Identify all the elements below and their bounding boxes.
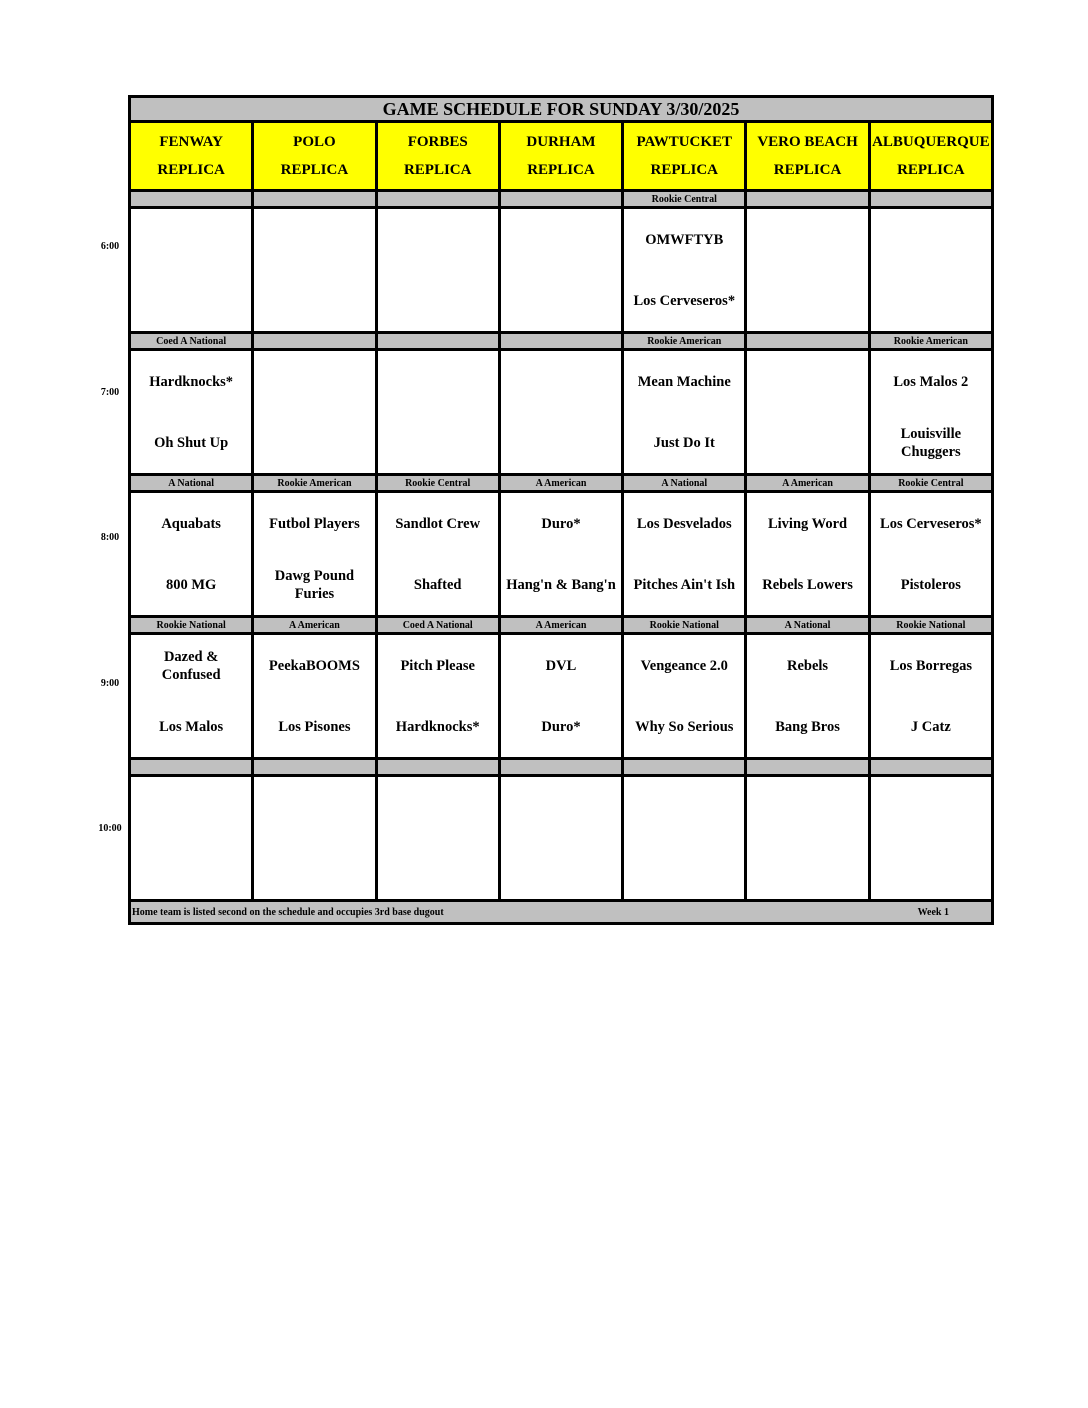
division-label	[376, 191, 499, 208]
division-label: A American	[499, 475, 622, 492]
away-team	[131, 209, 251, 270]
game-cell	[130, 350, 253, 475]
away-team: Los Desvelados	[636, 515, 732, 532]
field-name: POLO	[293, 134, 336, 150]
field-header	[499, 122, 622, 191]
away-team: Los Borregas	[889, 657, 972, 674]
away-team: Sandlot Crew	[395, 515, 481, 532]
field-subtitle: REPLICA	[280, 162, 349, 178]
game-cell	[130, 776, 253, 901]
home-team: Dawg Pound Furies	[274, 567, 355, 602]
game-cell	[869, 776, 992, 901]
home-team: Hardknocks*	[395, 718, 480, 735]
home-team: Los Malos	[159, 718, 224, 735]
away-team: Vengeance 2.0	[640, 657, 728, 674]
game-row	[130, 208, 993, 333]
home-team: Los Pisones	[278, 718, 351, 735]
division-label: Rookie American	[869, 333, 992, 350]
game-cell	[376, 350, 499, 475]
home-team	[871, 270, 991, 331]
game-row	[130, 350, 993, 475]
away-team	[624, 777, 744, 838]
home-team	[871, 838, 991, 899]
field-name: FORBES	[407, 134, 468, 150]
division-row	[130, 333, 993, 350]
game-cell	[499, 634, 622, 759]
division-label	[499, 191, 622, 208]
home-team	[378, 412, 498, 473]
time-label-6-00: 6:00	[100, 241, 120, 252]
game-cell	[746, 634, 869, 759]
away-team	[254, 351, 374, 412]
game-cell	[623, 208, 746, 333]
away-team	[501, 351, 621, 412]
field-subtitle: REPLICA	[650, 162, 719, 178]
division-label: Rookie Central	[623, 191, 746, 208]
title-row	[130, 97, 993, 122]
game-cell	[869, 634, 992, 759]
time-label-9-00: 9:00	[100, 678, 120, 689]
field-header	[623, 122, 746, 191]
division-row	[130, 617, 993, 634]
division-label	[130, 191, 253, 208]
away-team	[254, 209, 374, 270]
field-name: ALBUQUERQUE	[872, 134, 990, 150]
home-team	[624, 838, 744, 899]
game-cell	[130, 492, 253, 617]
away-team: Hardknocks*	[149, 373, 234, 390]
division-label: Rookie National	[869, 617, 992, 634]
away-team: Los Malos 2	[893, 373, 969, 390]
home-team: Hang'n & Bang'n	[506, 576, 616, 593]
division-label	[746, 759, 869, 776]
footer-row	[130, 901, 993, 924]
home-team: 800 MG	[165, 576, 217, 593]
field-header	[253, 122, 376, 191]
home-team	[254, 412, 374, 473]
game-cell	[253, 208, 376, 333]
division-label: A National	[623, 475, 746, 492]
home-team: Los Cerveseros*	[633, 292, 736, 309]
game-cell	[746, 776, 869, 901]
division-label: Coed A National	[130, 333, 253, 350]
away-team: Pitch Please	[400, 657, 475, 674]
away-team: Living Word	[767, 515, 848, 532]
away-team	[747, 209, 867, 270]
home-team	[501, 270, 621, 331]
division-label	[623, 759, 746, 776]
away-team: PeekaBOOMS	[268, 657, 360, 674]
division-label	[869, 191, 992, 208]
division-label: Rookie National	[623, 617, 746, 634]
field-header	[376, 122, 499, 191]
division-label	[253, 333, 376, 350]
division-label	[746, 191, 869, 208]
home-team: Duro*	[541, 718, 581, 735]
home-team	[501, 412, 621, 473]
home-team: Louisville Chuggers	[900, 425, 962, 460]
division-label	[376, 333, 499, 350]
field-header	[746, 122, 869, 191]
home-team: Oh Shut Up	[154, 434, 229, 451]
division-label: A National	[130, 475, 253, 492]
division-label	[253, 759, 376, 776]
home-team	[747, 270, 867, 331]
away-team: OMWFTYB	[645, 231, 724, 248]
game-row	[130, 492, 993, 617]
division-label: Rookie Central	[376, 475, 499, 492]
away-team	[254, 777, 374, 838]
game-cell	[869, 492, 992, 617]
field-subtitle: REPLICA	[773, 162, 842, 178]
field-subtitle: REPLICA	[157, 162, 225, 178]
game-cell	[499, 776, 622, 901]
game-cell	[499, 208, 622, 333]
home-team	[254, 838, 374, 899]
game-cell	[376, 776, 499, 901]
field-header-row	[130, 122, 993, 191]
division-label	[499, 759, 622, 776]
home-team: Rebels Lowers	[762, 576, 853, 593]
division-label: Coed A National	[376, 617, 499, 634]
game-cell	[130, 208, 253, 333]
game-cell	[746, 492, 869, 617]
game-cell	[376, 492, 499, 617]
away-team	[378, 351, 498, 412]
home-team: Just Do It	[653, 434, 715, 451]
footer	[130, 901, 993, 924]
game-cell	[376, 634, 499, 759]
field-name: VERO BEACH	[757, 134, 858, 150]
schedule-table	[128, 95, 994, 925]
game-cell	[623, 492, 746, 617]
schedule-title: GAME SCHEDULE FOR SUNDAY 3/30/2025	[130, 97, 993, 122]
game-cell	[499, 492, 622, 617]
home-team	[501, 838, 621, 899]
week-label: Week 1	[917, 906, 949, 918]
division-label: A National	[746, 617, 869, 634]
division-label: A American	[746, 475, 869, 492]
game-cell	[623, 634, 746, 759]
field-name: PAWTUCKET	[636, 134, 733, 150]
away-team	[871, 209, 991, 270]
home-team	[747, 838, 867, 899]
time-label-8-00: 8:00	[100, 532, 120, 543]
away-team	[501, 209, 621, 270]
away-team	[501, 777, 621, 838]
game-row	[130, 634, 993, 759]
footer-note: Home team is listed second on the schedule and occupies 3rd base dugout	[132, 906, 444, 918]
home-team	[254, 270, 374, 331]
division-label	[499, 333, 622, 350]
away-team: Aquabats	[161, 515, 221, 532]
away-team: Rebels	[787, 657, 829, 674]
field-subtitle: REPLICA	[527, 162, 595, 178]
game-cell	[623, 776, 746, 901]
division-row	[130, 191, 993, 208]
home-team	[378, 838, 498, 899]
division-label: Rookie National	[130, 617, 253, 634]
game-cell	[623, 350, 746, 475]
away-team: Los Cerveseros*	[880, 515, 982, 532]
away-team	[747, 777, 867, 838]
home-team: Pistoleros	[900, 576, 961, 593]
game-cell	[253, 634, 376, 759]
field-name: DURHAM	[526, 134, 596, 150]
division-row	[130, 759, 993, 776]
game-row	[130, 776, 993, 901]
time-label-10-00: 10:00	[98, 823, 122, 834]
division-label: A American	[499, 617, 622, 634]
division-label: A American	[253, 617, 376, 634]
division-label	[869, 759, 992, 776]
away-team: Dazed & Confused	[161, 648, 221, 683]
away-team	[131, 777, 251, 838]
time-label-7-00: 7:00	[100, 387, 120, 398]
field-name: FENWAY	[159, 134, 223, 150]
away-team: DVL	[545, 657, 577, 674]
away-team	[378, 209, 498, 270]
away-team: Futbol Players	[269, 515, 360, 532]
away-team	[378, 777, 498, 838]
game-cell	[253, 776, 376, 901]
game-cell	[869, 208, 992, 333]
home-team	[131, 838, 251, 899]
home-team: Why So Serious	[635, 718, 734, 735]
home-team: Shafted	[413, 576, 462, 593]
game-cell	[746, 350, 869, 475]
division-label: Rookie American	[623, 333, 746, 350]
division-label	[376, 759, 499, 776]
game-cell	[746, 208, 869, 333]
game-cell	[869, 350, 992, 475]
game-cell	[130, 634, 253, 759]
field-subtitle: REPLICA	[897, 162, 965, 178]
home-team: Bang Bros	[775, 718, 840, 735]
division-label	[253, 191, 376, 208]
field-header	[130, 122, 253, 191]
game-cell	[253, 350, 376, 475]
home-team: Pitches Ain't Ish	[633, 576, 736, 593]
home-team	[131, 270, 251, 331]
home-team	[747, 412, 867, 473]
field-header	[869, 122, 992, 191]
away-team: Duro*	[541, 515, 581, 532]
home-team: J Catz	[910, 718, 951, 735]
division-row	[130, 475, 993, 492]
field-subtitle: REPLICA	[403, 162, 472, 178]
division-label	[746, 333, 869, 350]
away-team	[747, 351, 867, 412]
game-cell	[376, 208, 499, 333]
game-cell	[499, 350, 622, 475]
division-label: Rookie American	[253, 475, 376, 492]
division-label	[130, 759, 253, 776]
game-cell	[253, 492, 376, 617]
away-team	[871, 777, 991, 838]
division-label: Rookie Central	[869, 475, 992, 492]
home-team	[378, 270, 498, 331]
away-team: Mean Machine	[637, 373, 731, 390]
